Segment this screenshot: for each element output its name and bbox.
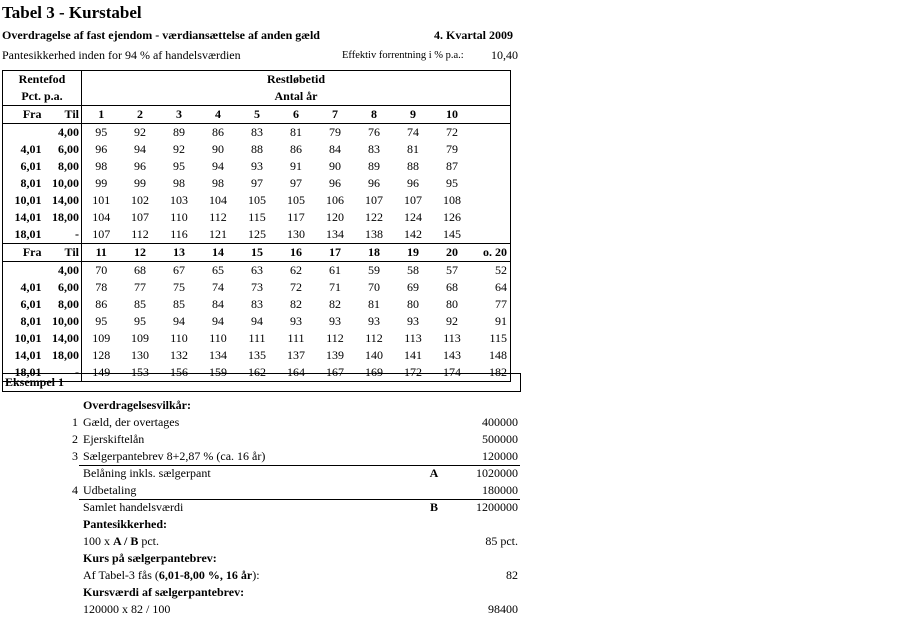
rate-from: 6,01: [3, 296, 44, 313]
rate-from: 4,01: [3, 141, 44, 158]
rate-to: 4,00: [44, 124, 82, 142]
row-text: Kursværdi af sælgerpantebrev:: [83, 585, 245, 599]
price-value: 104: [92, 210, 111, 224]
example-title: Eksempel 1: [5, 375, 65, 389]
price-value: 132: [170, 348, 188, 362]
price-value: 110: [209, 331, 227, 345]
row-text: Kurs på sælgerpantebrev:: [83, 551, 217, 565]
rate-from: 4,01: [3, 279, 44, 296]
price-value: 143: [443, 348, 461, 362]
table-row: [3, 262, 511, 280]
row-value: 400000: [482, 415, 518, 429]
price-value: 99: [95, 176, 108, 190]
example-row: [0, 414, 520, 431]
price-value: 109: [92, 331, 111, 345]
row-number: 3: [72, 449, 78, 463]
example-row: [0, 431, 520, 448]
price-value: 105: [248, 193, 266, 207]
price-value: 79: [446, 142, 458, 156]
year-column-header: 17: [316, 244, 355, 262]
price-value: 112: [326, 331, 344, 345]
row-number: 1: [72, 415, 78, 429]
row-value: 180000: [482, 483, 518, 497]
price-value: 70: [368, 280, 380, 294]
table-row: [3, 124, 511, 142]
rate-from: 18,01: [3, 226, 44, 244]
year-column-header: 4: [199, 106, 238, 124]
price-value: 125: [248, 227, 266, 241]
example-header: [2, 373, 521, 392]
price-value: 95: [173, 159, 185, 173]
price-value: 105: [287, 193, 305, 207]
price-value: 68: [134, 263, 146, 277]
price-value: 96: [329, 176, 341, 190]
rate-from: 8,01: [3, 175, 44, 192]
price-value: 130: [131, 348, 149, 362]
page-title: Tabel 3 - Kurstabel: [2, 3, 142, 22]
price-value: 57: [446, 263, 458, 277]
price-value: 96: [134, 159, 146, 173]
price-value: 77: [472, 296, 511, 313]
rate-from: 14,01: [3, 209, 44, 226]
price-value: 112: [131, 227, 149, 241]
example-row: [0, 533, 520, 550]
price-value: 104: [209, 193, 227, 207]
rate-from: [3, 262, 44, 280]
price-value: 145: [443, 227, 461, 241]
row-number: 4: [72, 483, 78, 497]
price-value: 88: [251, 142, 263, 156]
price-value: 76: [368, 125, 380, 139]
price-value: 90: [329, 159, 341, 173]
price-value: 156: [160, 364, 199, 382]
sum-divider: [79, 499, 520, 500]
price-value: 94: [251, 314, 263, 328]
price-value: 98: [212, 176, 224, 190]
price-value: 94: [134, 142, 146, 156]
year-column-header: 19: [394, 244, 433, 262]
table-row: [3, 313, 511, 330]
price-value: 103: [170, 193, 188, 207]
rate-to: 10,00: [44, 175, 82, 192]
price-value: 108: [443, 193, 461, 207]
price-value: 172: [394, 364, 433, 382]
year-column-header: 8: [355, 106, 394, 124]
price-value: 99: [134, 176, 146, 190]
price-value: 164: [277, 364, 316, 382]
price-value: 126: [443, 210, 461, 224]
price-value: 148: [472, 347, 511, 364]
price-value: 141: [404, 348, 422, 362]
year-column-header: 16: [277, 244, 316, 262]
rate-to: 6,00: [44, 279, 82, 296]
price-value: 92: [446, 314, 458, 328]
price-value: [472, 209, 511, 226]
year-column-header: 3: [160, 106, 199, 124]
price-value: 82: [290, 297, 302, 311]
price-value: 107: [404, 193, 422, 207]
pct-header: Pct. p.a.: [3, 88, 82, 106]
rate-from: 8,01: [3, 313, 44, 330]
row-text: Pantesikkerhed:: [83, 517, 167, 531]
price-value: 93: [329, 314, 341, 328]
quarter-label: 4. Kvartal 2009: [434, 28, 513, 42]
price-value: 91: [472, 313, 511, 330]
price-value: 121: [209, 227, 227, 241]
price-value: 167: [316, 364, 355, 382]
year-column-header: 7: [316, 106, 355, 124]
price-value: 182: [472, 364, 511, 382]
example-row: [0, 516, 520, 533]
price-value: 72: [446, 125, 458, 139]
fra-header: Fra: [3, 106, 44, 124]
year-column-header: 14: [199, 244, 238, 262]
price-value: 98: [95, 159, 108, 173]
row-value: 98400: [488, 602, 518, 616]
price-value: 86: [95, 297, 108, 311]
price-value: 78: [95, 280, 108, 294]
til-header: Til: [44, 244, 82, 262]
price-value: 113: [404, 331, 422, 345]
row-text: Ejerskiftelån: [83, 432, 145, 446]
price-value: 74: [212, 280, 224, 294]
year-column-header: 9: [394, 106, 433, 124]
price-value: 92: [134, 125, 146, 139]
price-value: 95: [95, 314, 108, 328]
price-value: 91: [290, 159, 302, 173]
price-value: 97: [251, 176, 263, 190]
price-value: 110: [170, 210, 188, 224]
price-value: 80: [446, 297, 458, 311]
price-value: [472, 175, 511, 192]
price-value: 153: [121, 364, 160, 382]
year-column-header: 1: [82, 106, 121, 124]
price-value: 82: [329, 297, 341, 311]
price-value: 71: [329, 280, 341, 294]
row-text: Sælgerpantebrev 8+2,87 % (ca. 16 år): [83, 449, 266, 463]
price-value: 122: [365, 210, 383, 224]
price-value: 81: [290, 125, 302, 139]
rate-to: 4,00: [44, 262, 82, 280]
price-value: 88: [407, 159, 419, 173]
price-value: 94: [173, 314, 185, 328]
price-value: 94: [212, 314, 224, 328]
row-mark: B: [429, 500, 438, 514]
price-value: 135: [248, 348, 266, 362]
price-value: 124: [404, 210, 422, 224]
price-value: [472, 141, 511, 158]
year-column-header: 13: [160, 244, 199, 262]
row-number: 2: [72, 432, 78, 446]
price-value: 92: [173, 142, 185, 156]
price-value: 83: [251, 297, 263, 311]
price-value: 83: [251, 125, 263, 139]
row-value: 82: [506, 568, 518, 582]
price-value: 159: [199, 364, 238, 382]
example-row: [0, 584, 520, 601]
price-value: 70: [95, 263, 108, 277]
row-value: 1200000: [476, 500, 518, 514]
table-row: [3, 209, 511, 226]
price-value: 72: [290, 280, 302, 294]
price-value: 89: [368, 159, 380, 173]
price-value: 96: [95, 142, 108, 156]
price-value: [472, 158, 511, 175]
price-value: 93: [251, 159, 263, 173]
row-text: 100 x A / B pct.: [83, 534, 160, 548]
year-column-header: 15: [238, 244, 277, 262]
kurstabel: [2, 70, 511, 382]
price-value: 112: [209, 210, 227, 224]
price-value: 128: [92, 348, 111, 362]
rate-to: 18,00: [44, 209, 82, 226]
price-value: 94: [212, 159, 224, 173]
price-value: 61: [329, 263, 341, 277]
row-text: 120000 x 82 / 100: [83, 602, 171, 616]
rate-to: 8,00: [44, 296, 82, 313]
row-value: 500000: [482, 432, 518, 446]
rate-to: 14,00: [44, 192, 82, 209]
price-value: 107: [365, 193, 383, 207]
sum-divider: [79, 465, 520, 466]
price-value: 112: [365, 331, 383, 345]
effective-rate-label: Effektiv forrentning i % p.a.:: [342, 50, 464, 61]
year-column-header: 6: [277, 106, 316, 124]
price-value: 93: [290, 314, 302, 328]
rate-to: 6,00: [44, 141, 82, 158]
row-value: 120000: [482, 449, 518, 463]
example-row: [0, 465, 520, 482]
row-text: Belåning inkls. sælgerpant: [83, 466, 211, 480]
year-column-header: 18: [355, 244, 394, 262]
year-column-header: 10: [433, 106, 472, 124]
price-value: 84: [212, 297, 224, 311]
price-value: 84: [329, 142, 341, 156]
price-value: 134: [326, 227, 344, 241]
price-value: 86: [290, 142, 302, 156]
example-row: [0, 397, 520, 414]
price-value: 130: [287, 227, 305, 241]
price-value: 120: [326, 210, 344, 224]
antal-header: Antal år: [82, 88, 511, 106]
price-value: [472, 124, 511, 142]
price-value: 116: [170, 227, 188, 241]
example-row: [0, 448, 520, 465]
price-value: 79: [329, 125, 341, 139]
year-column-header: 2: [121, 106, 160, 124]
rentefod-header: Rentefod: [3, 71, 82, 89]
price-value: 174: [433, 364, 472, 382]
table-row: [3, 279, 511, 296]
table-subtitle: Overdragelse af fast ejendom - værdiansættelse af anden gæld: [2, 28, 320, 42]
year-column-header: 20: [433, 244, 472, 262]
row-text: Samlet handelsværdi: [83, 500, 184, 514]
restlobetid-header: Restløbetid: [82, 71, 511, 89]
table-row: [3, 141, 511, 158]
row-text: Overdragelsesvilkår:: [83, 398, 191, 412]
example-row: [0, 499, 520, 516]
price-value: 93: [368, 314, 380, 328]
table-row: [3, 296, 511, 313]
table-row: [3, 175, 511, 192]
price-value: 69: [407, 280, 419, 294]
price-value: 138: [365, 227, 383, 241]
price-value: 77: [134, 280, 146, 294]
price-value: 59: [368, 263, 380, 277]
price-value: 109: [131, 331, 149, 345]
example-row: [0, 567, 520, 584]
year-column-header: 12: [121, 244, 160, 262]
rate-to: 14,00: [44, 330, 82, 347]
rate-to: 8,00: [44, 158, 82, 175]
fra-header: Fra: [3, 244, 44, 262]
price-value: 73: [251, 280, 263, 294]
table-row: [3, 158, 511, 175]
price-value: 113: [443, 331, 461, 345]
table-row: [3, 330, 511, 347]
rate-from: 18,01: [3, 364, 44, 382]
price-value: 107: [92, 227, 111, 241]
price-value: 63: [251, 263, 263, 277]
price-value: 87: [446, 159, 458, 173]
price-value: 107: [131, 210, 149, 224]
table-row: [3, 226, 511, 244]
price-value: 65: [212, 263, 224, 277]
price-value: 93: [407, 314, 419, 328]
price-value: 169: [355, 364, 394, 382]
year-column-header: o. 20: [472, 244, 511, 262]
price-value: 102: [131, 193, 149, 207]
rate-to: -: [44, 364, 82, 382]
price-value: 101: [92, 193, 111, 207]
price-value: 90: [212, 142, 224, 156]
price-value: 89: [173, 125, 185, 139]
price-value: 83: [368, 142, 380, 156]
price-value: 98: [173, 176, 185, 190]
row-text: Af Tabel-3 fås (6,01-8,00 %, 16 år):: [83, 568, 260, 582]
price-value: 68: [446, 280, 458, 294]
price-value: 97: [290, 176, 302, 190]
price-value: 95: [446, 176, 458, 190]
year-column-header: [472, 106, 511, 124]
table-row: [3, 192, 511, 209]
price-value: 115: [248, 210, 266, 224]
row-value: 1020000: [476, 466, 518, 480]
price-value: 110: [170, 331, 188, 345]
example-row: [0, 550, 520, 567]
effective-rate-value: 10,40: [491, 48, 518, 62]
year-column-header: 5: [238, 106, 277, 124]
example-row: [0, 482, 520, 499]
price-value: [472, 192, 511, 209]
price-value: 96: [407, 176, 419, 190]
price-value: 117: [287, 210, 305, 224]
price-value: 52: [472, 262, 511, 280]
price-value: 74: [407, 125, 419, 139]
example-section: [0, 397, 520, 618]
rate-from: [3, 124, 44, 142]
til-header: Til: [44, 106, 82, 124]
price-value: 58: [407, 263, 419, 277]
price-value: 111: [287, 331, 305, 345]
price-value: [472, 226, 511, 244]
rate-from: 10,01: [3, 192, 44, 209]
price-value: 149: [82, 364, 121, 382]
price-value: 86: [212, 125, 224, 139]
rate-from: 6,01: [3, 158, 44, 175]
price-value: 95: [95, 125, 108, 139]
row-text: Gæld, der overtages: [83, 415, 180, 429]
price-value: 64: [472, 279, 511, 296]
row-text: Udbetaling: [83, 483, 137, 497]
price-value: 75: [173, 280, 185, 294]
row-mark: A: [429, 466, 439, 480]
price-value: 137: [287, 348, 305, 362]
price-value: 85: [134, 297, 146, 311]
rate-from: 10,01: [3, 330, 44, 347]
table-row: [3, 347, 511, 364]
price-value: 95: [134, 314, 146, 328]
price-value: 111: [248, 331, 266, 345]
price-value: 115: [472, 330, 511, 347]
price-value: 134: [209, 348, 227, 362]
price-value: 142: [404, 227, 422, 241]
price-value: 140: [365, 348, 383, 362]
price-value: 106: [326, 193, 344, 207]
example-row: [0, 601, 520, 618]
price-value: 85: [173, 297, 185, 311]
price-value: 162: [238, 364, 277, 382]
rate-to: 18,00: [44, 347, 82, 364]
price-value: 67: [173, 263, 185, 277]
price-value: 96: [368, 176, 380, 190]
price-value: 81: [368, 297, 380, 311]
price-value: 81: [407, 142, 419, 156]
collateral-note: Pantesikkerhed inden for 94 % af handelsværdien: [2, 48, 241, 62]
rate-to: 10,00: [44, 313, 82, 330]
year-column-header: 11: [82, 244, 121, 262]
row-value: 85 pct.: [485, 534, 518, 548]
price-value: 62: [290, 263, 302, 277]
rate-from: 14,01: [3, 347, 44, 364]
price-value: 80: [407, 297, 419, 311]
rate-to: -: [44, 226, 82, 244]
price-value: 139: [326, 348, 344, 362]
